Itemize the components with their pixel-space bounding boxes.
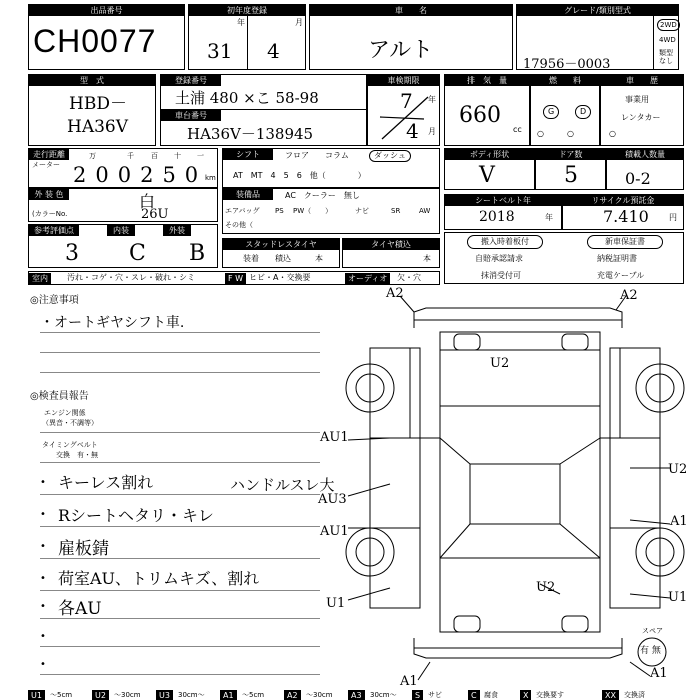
note-line	[40, 462, 320, 463]
legend-text-x: 交換要す	[536, 691, 564, 699]
lot-number: CH0077	[33, 23, 157, 59]
tire-box	[342, 238, 440, 268]
inspector-item-2: Rシートヘタリ・キレ	[58, 506, 214, 525]
studless-options: 装着 積込 本	[243, 254, 323, 263]
capacity-label: 積載人数量	[607, 149, 683, 160]
mark-u1-left: U1	[326, 596, 346, 611]
belt-year: 2018	[479, 209, 515, 225]
note-line	[40, 352, 320, 353]
first-registration-year: 31	[207, 39, 233, 63]
drive-4wd: 4WD	[659, 36, 676, 44]
interior-grade: C	[129, 241, 146, 266]
unit-man: 万	[89, 152, 96, 160]
color: 白	[139, 192, 156, 211]
engine-sub: （異音・不調等）	[42, 419, 98, 427]
mark-a1-bottom-right: A1	[650, 666, 668, 681]
body-label: ボディ形状	[445, 149, 534, 160]
note-line	[40, 646, 320, 647]
exterior-grade: B	[189, 241, 206, 266]
bullet: •	[40, 509, 46, 520]
tire-label: タイヤ積込	[343, 239, 439, 250]
unit-hyaku: 百	[151, 152, 158, 160]
recycle-label: リサイクル預託金	[563, 195, 683, 206]
legend-code-u3: U3	[156, 690, 173, 700]
year-label: 年	[237, 18, 245, 27]
car-name: アルト	[368, 38, 434, 63]
tire-count: 本	[423, 254, 431, 263]
front-bumper	[414, 308, 622, 328]
legend-code-a3: A3	[348, 690, 365, 700]
history-check: ○	[609, 129, 616, 138]
mark-a2-top-left: A2	[386, 286, 404, 301]
cc-label: cc	[513, 125, 522, 134]
recycle: 7.410	[603, 207, 649, 226]
legend-text-a1: ～5cm	[242, 691, 265, 699]
grade-box	[516, 4, 679, 70]
divider	[653, 16, 654, 69]
spare-mark: 有 無	[640, 646, 661, 656]
recycle-box	[562, 194, 684, 230]
shift-box	[222, 148, 440, 188]
mark-a2-top-right: A2	[620, 288, 638, 303]
belt-year-box	[444, 194, 562, 230]
recycle-suffix: 円	[669, 213, 677, 222]
bullet: •	[40, 541, 46, 552]
legend-code-a2: A2	[284, 690, 301, 700]
inspection-month: 4	[406, 119, 419, 143]
mark-a1-right: A1	[670, 514, 688, 529]
chassis-label: 車台番号	[161, 110, 221, 121]
mark-au1-left2: AU1	[320, 524, 349, 539]
inspector-item-1: キーレス割れ	[58, 473, 154, 492]
mileage-label: 走行距離	[29, 149, 69, 160]
note-line	[40, 558, 320, 559]
history-business: 事業用	[625, 95, 649, 104]
fuel-gasoline: G	[543, 105, 559, 119]
shift-label: シフト	[223, 149, 273, 160]
divider	[247, 16, 248, 69]
history-rental: レンタカー	[621, 113, 661, 122]
doc-insurance: 自賠承認請求	[475, 254, 523, 263]
drive-2wd: 2WD	[657, 19, 680, 31]
model-box	[28, 74, 156, 146]
studless-label: スタッドレスタイヤ	[223, 239, 339, 250]
color-code-label: (カラーNo.	[32, 210, 68, 218]
note-line	[40, 372, 320, 373]
mark-u1-right: U1	[668, 590, 688, 605]
equipment-row1: AC クーラー 無し	[285, 191, 360, 200]
displacement-box	[444, 74, 530, 146]
doc-warranty: 新車保証書	[587, 235, 663, 249]
inspector-item-3: 雇板錆	[58, 539, 109, 559]
fuel-label: 燃 料	[531, 75, 599, 86]
legend-text-u1: ～5cm	[50, 691, 73, 699]
engine-label: エンジン関係	[44, 409, 86, 417]
inspector-item-4: 荷室AU、トリムキズ、割れ	[58, 569, 260, 588]
type-code: 17956－0003	[523, 57, 611, 72]
doors-box	[535, 148, 606, 190]
note-line	[40, 590, 320, 591]
equip-pw: PW（ ）	[293, 207, 333, 215]
equip-other: その他（	[225, 221, 253, 229]
car-name-box	[309, 4, 513, 70]
doc-tax: 納税証明書	[597, 254, 637, 263]
shift-row2: AT MT 4 5 6 他（ ）	[233, 171, 366, 180]
condition-bar	[28, 271, 440, 285]
km-label: km	[205, 174, 216, 182]
interior-label: 内装	[107, 225, 135, 236]
type-label: 類型 なし	[659, 49, 673, 65]
equip-airbag: エアバッグ	[225, 207, 260, 215]
color-label: 外 装 色	[29, 189, 69, 200]
belt-year-suffix: 年	[545, 213, 553, 222]
first-registration-label: 初年度登録	[189, 5, 305, 16]
legend-code-s: S	[412, 690, 423, 700]
body-shape: V	[479, 163, 495, 188]
bullet: •	[40, 477, 46, 488]
inspector-item-5: 各AU	[58, 599, 102, 619]
doc-cable: 充電ケーブル	[597, 271, 645, 280]
legend-bar	[28, 690, 684, 700]
color-code: 26U	[141, 207, 169, 222]
mark-au3-left: AU3	[318, 492, 347, 507]
shift-column: コラム	[325, 151, 349, 160]
month-label: 月	[295, 18, 303, 27]
fw-condition: ヒビ・A・交換要	[249, 273, 311, 282]
strike-through-mark	[374, 89, 434, 145]
note-line	[40, 432, 320, 433]
inspection-month-label: 月	[428, 127, 436, 136]
chassis-number: HA36V－138945	[187, 125, 314, 143]
model-line1: HBD－	[69, 94, 127, 114]
bullet: •	[40, 601, 46, 612]
spare-label: スペア	[642, 627, 663, 635]
interior-condition: 汚れ・コゲ・穴・スレ・破れ・シミ	[67, 273, 195, 282]
equipment-box	[222, 188, 440, 234]
model-label: 型 式	[29, 75, 155, 86]
reference-score-label: 参考評価点	[29, 225, 79, 236]
model-line2: HA36V	[67, 117, 129, 137]
belt-year-label: シートベルト年	[445, 195, 561, 206]
registration-box	[160, 74, 367, 146]
roof-front	[440, 332, 600, 406]
reference-score: 3	[65, 241, 79, 266]
fuel-diesel: D	[575, 105, 591, 119]
displacement-label: 排 気 量	[445, 75, 529, 86]
fw-label: F W	[225, 273, 246, 284]
doc-cancel: 抹消受付可	[481, 271, 521, 280]
legend-text-c: 腐食	[484, 691, 498, 699]
timing-exchange: 交換 有・無	[56, 451, 98, 459]
legend-text-a2: ～30cm	[306, 691, 333, 699]
note-line	[40, 618, 320, 619]
notes-title: ◎注意事項	[30, 295, 79, 306]
bullet: •	[40, 573, 46, 584]
shift-dash: ダッシュ	[369, 150, 411, 162]
capacity-box	[606, 148, 684, 190]
note-line	[40, 332, 320, 333]
legend-code-u2: U2	[92, 690, 109, 700]
shift-floor: フロア	[285, 151, 309, 160]
mark-u2-roof: U2	[490, 356, 510, 371]
mark-a1-bottom-left: A1	[400, 674, 418, 689]
note-line	[40, 674, 320, 675]
documents-box	[444, 232, 684, 284]
legend-text-xx: 交換済	[624, 691, 645, 699]
car-name-label: 車 名	[310, 5, 512, 16]
doors-label: ドア数	[536, 149, 605, 160]
body-box	[444, 148, 535, 190]
doors: 5	[564, 163, 578, 188]
bullet: •	[40, 659, 46, 670]
grade-label: グレード/類別型式	[517, 5, 678, 16]
legend-text-u3: 30cm～	[178, 691, 205, 699]
exterior-label: 外装	[163, 225, 191, 236]
unit-juu: 十	[174, 152, 181, 160]
legend-code-c: C	[468, 690, 480, 700]
bullet: •	[40, 631, 46, 642]
equip-sr: SR	[391, 207, 401, 215]
equipment-label: 装備品	[223, 189, 273, 200]
legend-code-u1: U1	[28, 690, 45, 700]
first-registration-box	[188, 4, 306, 70]
equip-ps: PS	[275, 207, 284, 215]
mileage: 200250	[73, 163, 208, 187]
equip-navi: ナビ	[355, 207, 369, 215]
legend-code-a1: A1	[220, 690, 237, 700]
capacity: 0-2	[625, 169, 651, 188]
inspection-year-label: 年	[428, 95, 436, 104]
history-label: 車 歴	[601, 75, 683, 86]
score-box	[28, 224, 218, 268]
inspector-title: ◎検査員報告	[30, 391, 89, 402]
registration-number-label: 登録番号	[161, 75, 221, 86]
inspection-label: 車検期限	[368, 75, 439, 86]
legend-text-u2: ～30cm	[114, 691, 141, 699]
inspector-side-note: ハンドルスレ大	[230, 476, 335, 494]
unit-sen: 千	[127, 152, 134, 160]
note-line	[40, 526, 320, 527]
mark-u2-right: U2	[668, 462, 688, 477]
legend-text-a3: 30cm～	[370, 691, 397, 699]
mileage-box	[28, 148, 218, 188]
history-box	[600, 74, 684, 146]
color-box	[28, 188, 218, 222]
interior-condition-label: 室内	[29, 273, 51, 284]
doc-plate: 搬入時着板付	[467, 235, 543, 249]
timing-label: タイミングベルト	[42, 441, 98, 449]
inspection-year: 7	[400, 89, 413, 113]
mark-u2-bottom: U2	[536, 580, 556, 595]
audio-label: オーディオ	[345, 273, 390, 284]
inspection-box	[367, 74, 440, 146]
mark-au1-left: AU1	[320, 430, 349, 445]
displacement: 660	[459, 103, 501, 128]
registration-number: 土浦 480 ×こ 58-98	[175, 89, 319, 107]
legend-code-xx: XX	[602, 690, 619, 700]
fuel-other: ○	[567, 129, 574, 138]
lot-number-label: 出品番号	[29, 5, 184, 16]
first-registration-month: 4	[267, 39, 280, 63]
audio-condition: 欠・穴	[397, 273, 421, 282]
unit-ichi: 一	[197, 152, 204, 160]
fuel-other: ○	[537, 129, 544, 138]
note-line	[40, 494, 320, 495]
legend-code-x: X	[520, 690, 531, 700]
legend-text-s: サビ	[428, 691, 442, 699]
lot-number-box	[28, 4, 185, 70]
fuel-box	[530, 74, 600, 146]
studless-box	[222, 238, 340, 268]
notes-line1: ・オートギヤシフト車.	[40, 315, 185, 331]
meter-label: メーター	[32, 161, 60, 169]
equip-aw: AW	[419, 207, 431, 215]
